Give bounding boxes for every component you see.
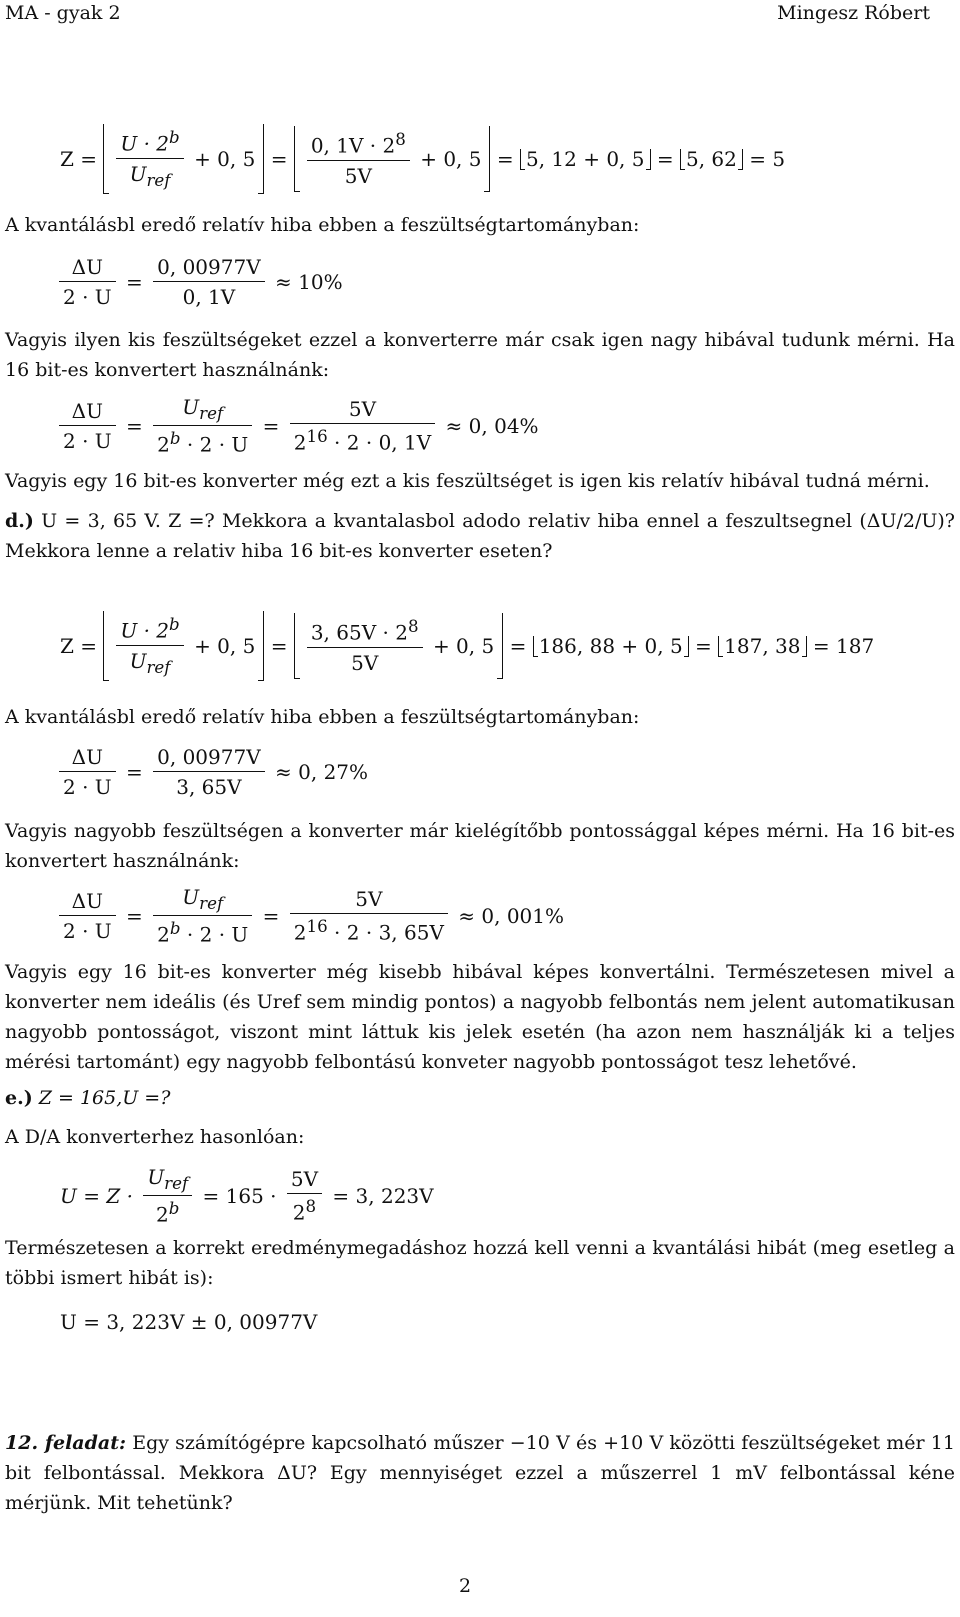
task-e-label: e.): [5, 1087, 33, 1109]
task-e: [5, 1083, 955, 1113]
paragraph-7: A D/A konverterhez hasonlóan:: [5, 1126, 305, 1148]
paragraph-2: Vagyis ilyen kis feszültségeket ezzel a konverterre már csak igen nagy hibával tudunk mérni. Ha 16 bit-es konvertert használnánk:: [5, 329, 955, 381]
equation-z-small: Z = $\frac{U \cdot 2^b}{U_{ref}}$ + 0, 5 = $\frac{0, 1V \cdot 2^8}{5V}$ + 0, 5 = 5, 12 + 0, 5 = 5, 62 = 5: [60, 128, 786, 190]
header-right: Mingesz Róbert: [777, 2, 930, 24]
paragraph-8: Természetesen a korrekt eredménymegadáshoz hozzá kell venni a kvantálási hibát (meg esetleg a többi ismert hibát is):: [5, 1237, 955, 1289]
paragraph-1: A kvantálásbl eredő relatív hiba ebben a feszültségtartományban:: [5, 214, 640, 236]
paragraph-6: Vagyis egy 16 bit-es konverter még kisebb hibával képes konvertálni. Természetesen mivel a konverter nem ideális (és Uref sem mindig pontos) a nagyobb felbontás nem jelent automatikusan nagyobb pontosságot, viszont mint láttuk kis jelek esetén (ha azon nem használják ki a teljes mérési tartománt) egy nagyobb felbontású konveter nagyobb pontosságot tesz lehetővé.: [5, 961, 955, 1073]
task-12-text: Egy számítógépre kapcsolható műszer −10 V és +10 V közötti feszültségeket mér 11 bit felbontással. Mekkora ΔU? Egy mennyiséget ezzel a műszerrel 1 mV felbontással kéne mérjünk. Mit tehetünk?: [5, 1432, 955, 1514]
task-d: [5, 506, 955, 566]
task-d-text: U = 3, 65 V. Z =? Mekkora a kvantalasbol adodo relativ hiba ennel a feszultsegnel (ΔU/2/U)? Mekkora lenne a relativ hiba 16 bit-es konverter eseten?: [5, 510, 955, 562]
equation-rel-error-16bit-2: $\frac{\Delta U}{2 \cdot U}$ = $\frac{U_{ref}}{2^b \cdot 2 \cdot U}$ = $\frac{5V}{2^{16} \cdot 2 \cdot 3, 65V}$ ≈ 0, 001%: [55, 885, 564, 947]
equation-rel-error-16bit-1: $\frac{\Delta U}{2 \cdot U}$ = $\frac{U_{ref}}{2^b \cdot 2 \cdot U}$ = $\frac{5V}{2^{16} \cdot 2 \cdot 0, 1V}$ ≈ 0, 04%: [55, 395, 539, 457]
equation-rel-error-2: $\frac{\Delta U}{2 \cdot U}$ = $\frac{0, 00977V}{3, 65V}$ ≈ 0, 27%: [55, 745, 368, 799]
paragraph-5: Vagyis nagyobb feszültségen a konverter már kielégítőbb pontossággal képes mérni. Ha 16 bit-es konvertert használnánk:: [5, 820, 955, 872]
paragraph-3: Vagyis egy 16 bit-es konverter még ezt a kis feszültséget is igen kis relatív hibával tudná mérni.: [5, 470, 930, 492]
task-e-text: Z = 165,U =?: [38, 1087, 171, 1109]
equation-rel-error-1: $\frac{\Delta U}{2 \cdot U}$ = $\frac{0, 00977V}{0, 1V}$ ≈ 10%: [55, 255, 343, 309]
task-d-label: d.): [5, 510, 34, 532]
header-left: MA - gyak 2: [5, 2, 121, 24]
equation-da: U = Z · $\frac{U_{ref}}{2^b}$ = 165 · $\frac{5V}{2^8}$ = 3, 223V: [60, 1165, 434, 1227]
paragraph-4: A kvantálásbl eredő relatív hiba ebben a feszültségtartományban:: [5, 706, 640, 728]
equation-result: U = 3, 223V ± 0, 00977V: [60, 1310, 318, 1334]
page-number: 2: [458, 1575, 472, 1597]
equation-z-large: Z = $\frac{U \cdot 2^b}{U_{ref}}$ + 0, 5 = $\frac{3, 65V \cdot 2^8}{5V}$ + 0, 5 = 186, 88 + 0, 5 = 187, 38 = 187: [60, 615, 875, 677]
task-12: [5, 1428, 955, 1518]
task-12-label: 12. feladat:: [5, 1432, 126, 1454]
